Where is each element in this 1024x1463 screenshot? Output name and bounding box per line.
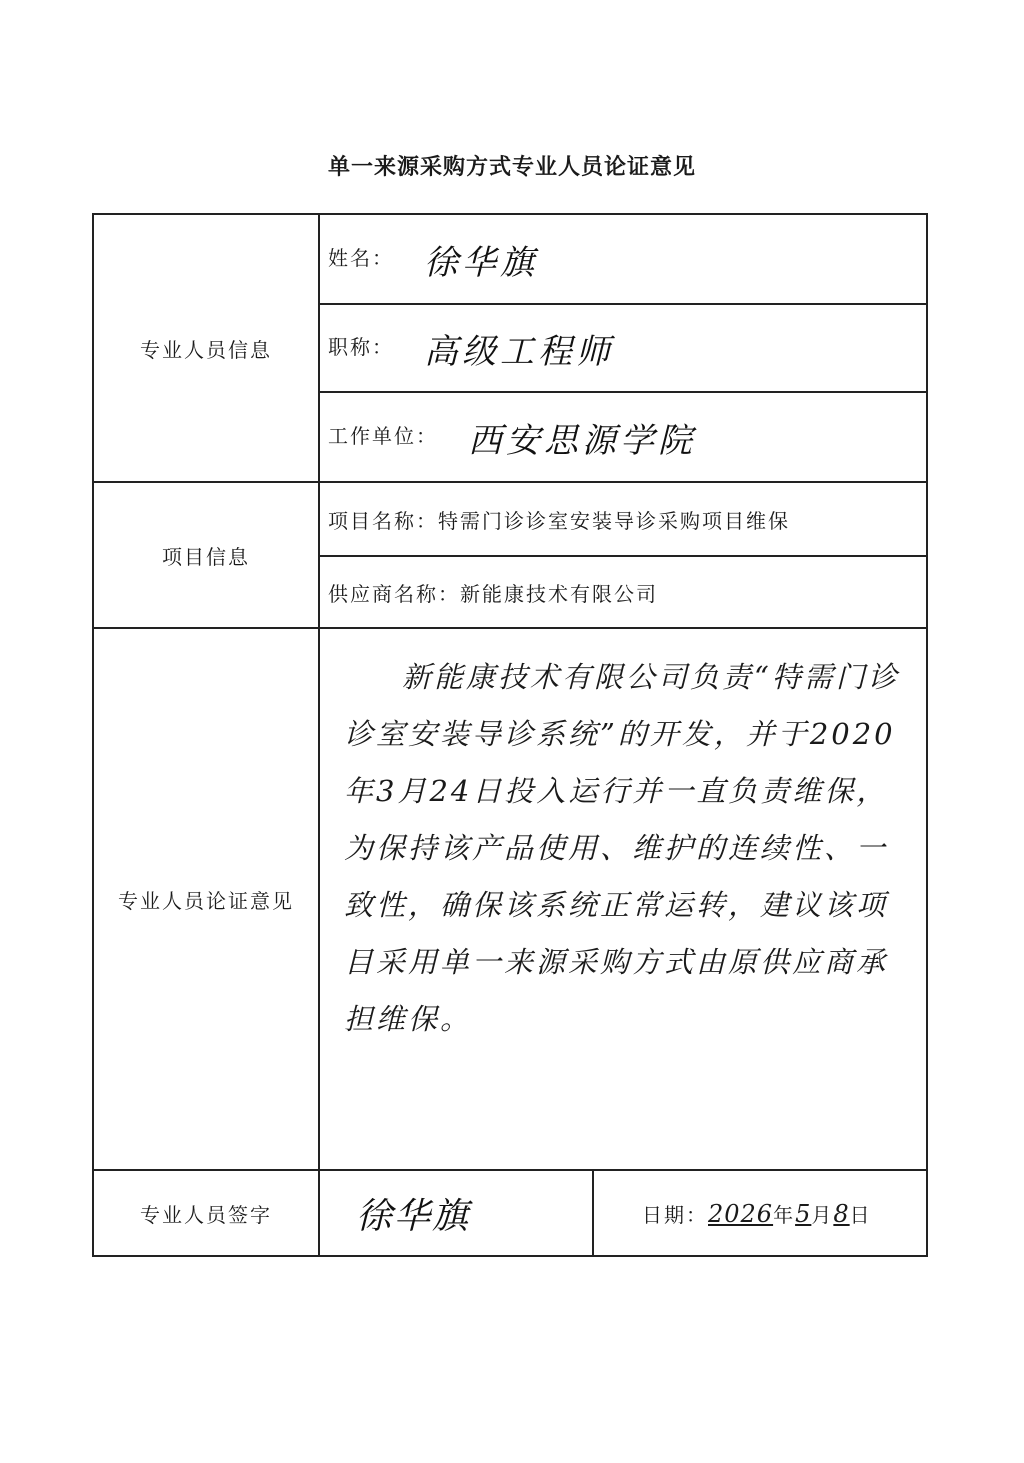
date-label: 日期： — [642, 1202, 708, 1227]
opinion-cell — [319, 628, 927, 1170]
name-value: 徐华旗 — [424, 242, 538, 283]
section-expert-info: 专业人员信息 — [93, 214, 319, 482]
supplier-row — [319, 556, 927, 628]
name-label: 姓名： — [328, 245, 394, 270]
employer-row — [319, 392, 927, 482]
opinion-text: 新能康技术有限公司负责“特需门诊诊室安装导诊系统”的开发，并于2020年3月24日投入运行并一直负责维保，为保持该产品使用、维护的连续性、一致性，确保该系统正常运转，建议该项目采用单一来源采购方式由原供应商承担维保。 — [344, 660, 900, 1036]
section-opinion: 专业人员论证意见 — [93, 628, 319, 1170]
employer-value: 西安思源学院 — [468, 420, 696, 461]
title-label: 职称： — [328, 334, 394, 359]
project-row — [319, 482, 927, 556]
name-row — [319, 214, 927, 304]
date-cell — [593, 1170, 927, 1256]
date-day-unit: 日 — [849, 1202, 872, 1227]
form-table — [92, 213, 928, 1257]
date-year-unit: 年 — [773, 1202, 796, 1227]
date-day: 8 — [833, 1199, 850, 1228]
supplier-label: 供应商名称： — [328, 581, 460, 606]
signature-cell — [319, 1170, 593, 1256]
date-month: 5 — [795, 1199, 812, 1228]
project-value: 特需门诊诊室安装导诊采购项目维保 — [438, 508, 790, 533]
date-year: 2026 — [708, 1199, 774, 1228]
project-label: 项目名称： — [328, 508, 438, 533]
title-row — [319, 304, 927, 392]
date-month-unit: 月 — [811, 1202, 834, 1227]
employer-label: 工作单位： — [328, 423, 438, 448]
section-signature: 专业人员签字 — [93, 1170, 319, 1256]
section-project-info: 项目信息 — [93, 482, 319, 628]
signature-value: 徐华旗 — [356, 1195, 471, 1237]
supplier-value: 新能康技术有限公司 — [460, 581, 658, 606]
title-value: 高级工程师 — [424, 331, 614, 372]
document-title: 单一来源采购方式专业人员论证意见 — [327, 155, 696, 180]
